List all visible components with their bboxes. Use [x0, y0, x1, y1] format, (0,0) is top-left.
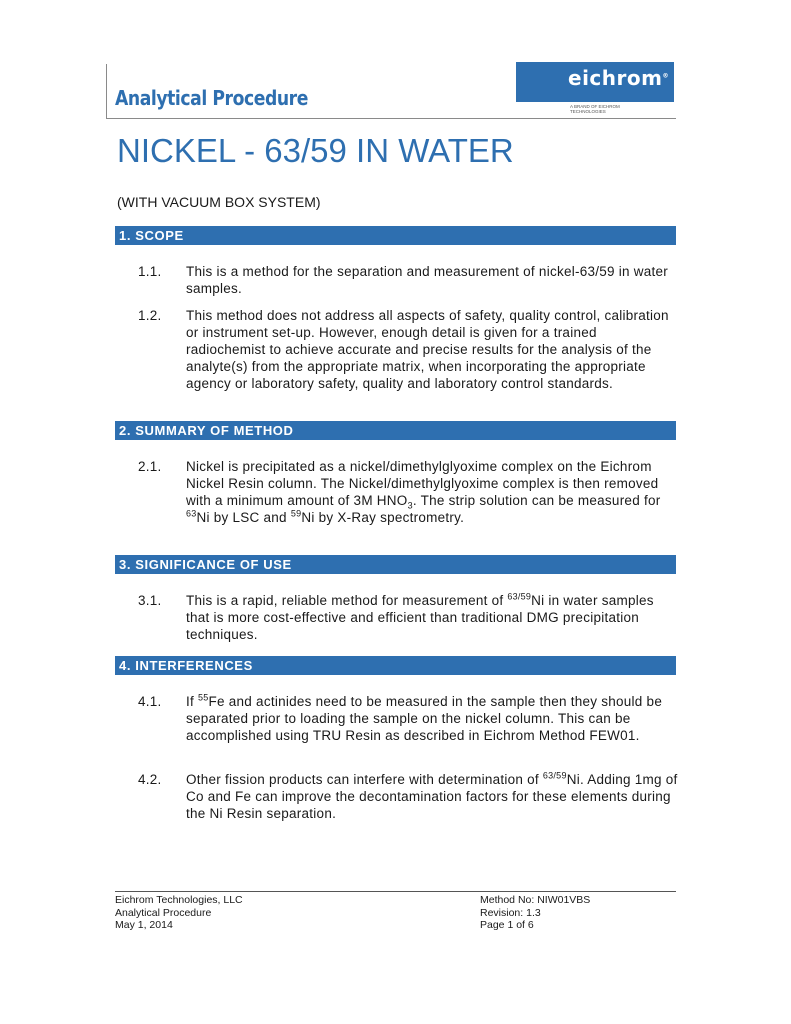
item-text: Other fission products can interfere with determination of $^{63/59}$Ni. Adding 1mg of Co and Fe can improve the decontamination factors for these elements during the Ni Resin separation. [186, 770, 678, 821]
header-divider-vertical [106, 64, 107, 118]
item-number: 1.1. [138, 264, 162, 279]
header-doc-type: Analytical Procedure [115, 86, 308, 110]
eichrom-logo-text: eichrom® [568, 66, 669, 90]
document-subtitle: (WITH VACUUM BOX SYSTEM) [117, 194, 321, 210]
header-divider-horizontal [106, 118, 676, 119]
footer-divider [115, 891, 676, 892]
item-text: If $^{55}$Fe and actinides need to be measured in the sample then they should be separated prior to loading the sample on the nickel column. This can be accomplished using TRU Resin as described in Eichrom Method FEW01. [186, 692, 663, 743]
section-heading-summary-of-method: 2. SUMMARY OF METHOD [115, 421, 676, 440]
item-text: This is a rapid, reliable method for measurement of $^{63/59}$Ni in water samples that is more cost-effective and efficient than traditional DMG precipitation techniques. [186, 591, 654, 642]
footer-date: May 1, 2014 [115, 919, 173, 931]
footer-right [480, 894, 590, 932]
logo-tagline: A BRAND OF EICHROM TECHNOLOGIES [570, 104, 620, 114]
footer-method-no: Method No: NIW01VBS [480, 894, 591, 906]
footer-page-number: Page 1 of 6 [480, 919, 534, 931]
item-number: 4.2. [138, 772, 162, 787]
item-number: 3.1. [138, 593, 162, 608]
item-text: Nickel is precipitated as a nickel/dimethylglyoxime complex on the Eichrom Nickel Resin column. The Nickel/dimethylglyoxime complex is then removed with a minimum amount of 3M $HNO_3$. The strip solution can be measured for $^{63}$Ni by LSC and $^{59}$Ni by X-Ray spectrometry. [186, 459, 661, 525]
document-title: NICKEL - 63/59 IN WATER [117, 132, 514, 169]
item-number: 4.1. [138, 694, 162, 709]
item-number: 2.1. [138, 459, 162, 474]
item-text: This is a method for the separation and measurement of nickel-63/59 in water samples. [186, 264, 668, 296]
item-number: 1.2. [138, 308, 162, 323]
section-heading-interferences: 4. INTERFERENCES [115, 656, 676, 675]
footer-doc-type: Analytical Procedure [115, 906, 212, 919]
section-heading-significance-of-use: 3. SIGNIFICANCE OF USE [115, 555, 676, 574]
footer-revision: Revision: 1.3 [480, 906, 541, 919]
footer-company: Eichrom Technologies, LLC [115, 894, 243, 906]
item-text: This method does not address all aspects of safety, quality control, calibration or instrument set-up. However, enough detail is given for a trained radiochemist to achieve accurate and precise results for the analysis of the analyte(s) from the appropriate matrix, when incorporating the appropriate agency or laboratory safety, quality and laboratory control standards. [186, 308, 669, 391]
section-heading-scope: 1. SCOPE [115, 226, 676, 245]
footer-left [115, 894, 243, 932]
